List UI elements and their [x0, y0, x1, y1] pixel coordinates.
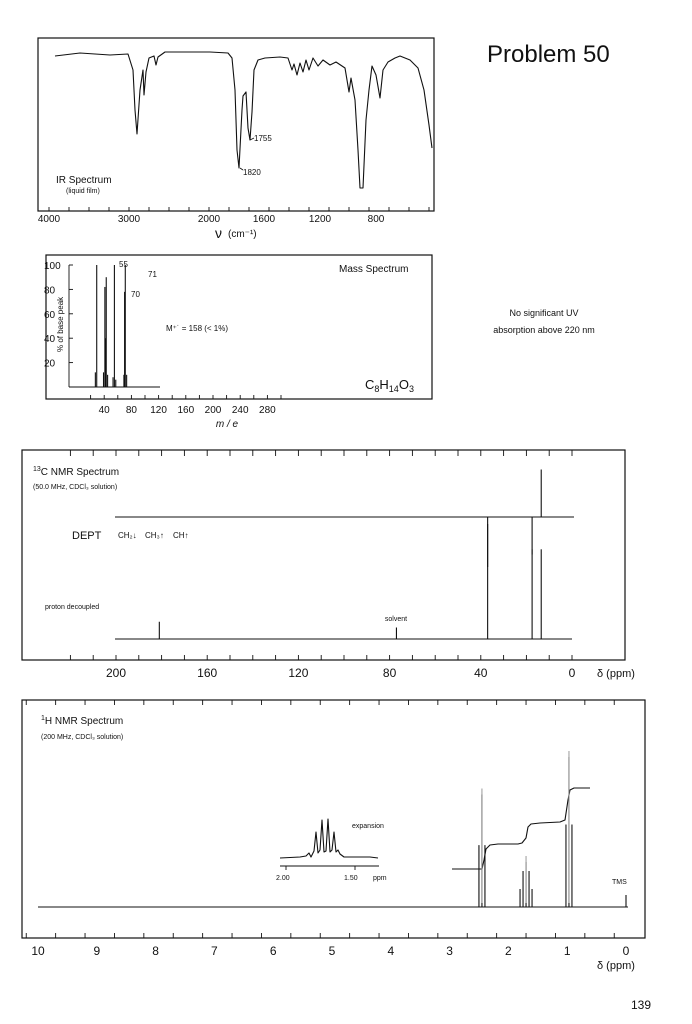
ms-xtick-120: 120: [150, 405, 167, 416]
ms-formula: [365, 377, 414, 394]
expansion-unit: ppm: [373, 875, 387, 882]
ms-xtick-80: 80: [125, 405, 137, 416]
ms-xtick-240: 240: [231, 405, 249, 416]
ms-xtick-200: 200: [204, 405, 222, 416]
h1-top-ticks: [26, 700, 614, 705]
ms-x-axis: [46, 395, 432, 416]
h1-axis-unit: δ (ppm): [597, 960, 635, 972]
ir-subtitle: (liquid film): [66, 188, 100, 195]
ir-tick-4000: 4000: [37, 214, 61, 225]
ms-ytick-80: 80: [44, 285, 56, 297]
formula-sub-14: 14: [388, 384, 399, 394]
formula-o: O: [398, 377, 409, 392]
uv-line-1: No significant UV: [509, 308, 579, 318]
h1-xtick-4: 4: [387, 944, 395, 958]
ms-peak-label-55: 55: [119, 260, 128, 269]
ms-xtick-40: 40: [98, 405, 110, 416]
h1-xtick-0: 0: [622, 944, 630, 958]
h1-xtick-3: 3: [446, 944, 453, 958]
expansion-tick-left: 2.00: [276, 875, 290, 882]
formula-c: C: [365, 377, 375, 392]
h1-xtick-10: 10: [31, 944, 45, 958]
ms-ytick-40: 40: [44, 334, 56, 346]
c13-frame: [22, 450, 625, 660]
ms-ylabel: % of base peak: [56, 296, 65, 352]
c13-xtick-80: 80: [382, 666, 397, 680]
ms-ytick-20: 20: [44, 358, 56, 370]
ms-peak-label-70: 70: [131, 290, 140, 299]
ir-tick-1600: 1600: [252, 214, 276, 225]
ir-xlabel-unit: (cm⁻¹): [228, 229, 257, 240]
c13-title: [33, 466, 119, 478]
formula-h: H: [379, 377, 389, 392]
h1-xtick-2: 2: [505, 944, 512, 958]
c13-xtick-200: 200: [105, 666, 127, 680]
ms-bars: [95, 265, 126, 387]
expansion-inset: [276, 819, 387, 882]
ir-tick-3000: 3000: [117, 214, 141, 225]
ms-xtick-280: 280: [259, 405, 276, 416]
c13-xtick-120: 120: [288, 666, 309, 680]
h1-xtick-6: 6: [269, 944, 277, 958]
dept-ch3-legend: CH₃↑: [145, 531, 164, 540]
ir-tick-2000: 2000: [197, 214, 221, 225]
h1-xtick-5: 5: [328, 944, 336, 958]
h1-nmr: [22, 700, 645, 972]
formula-sub-3: 3: [408, 384, 414, 394]
h1-title: [41, 715, 123, 727]
ir-peak-label-1820: 1820: [243, 168, 261, 177]
h1-subtitle: (200 MHz, CDCl₃ solution): [41, 734, 124, 741]
h1-spectrum: [38, 751, 628, 907]
h1-title-text: H NMR Spectrum: [44, 716, 124, 727]
formula-sub-8: 8: [374, 384, 380, 394]
ir-tick-800: 800: [367, 214, 385, 225]
mass-spectrum: [44, 255, 432, 430]
dept-ch-legend: CH↑: [173, 531, 189, 540]
expansion-label: expansion: [352, 823, 384, 830]
ir-minor-ticks: [49, 207, 429, 211]
solvent-label: solvent: [384, 616, 408, 623]
dept-label: DEPT: [72, 530, 102, 542]
ir-peak-label-1755: 1755: [254, 134, 272, 143]
h1-x-axis: [26, 933, 629, 958]
c13-axis-unit: δ (ppm): [597, 668, 635, 680]
problem-title: Problem 50: [487, 41, 610, 68]
page-number: 139: [631, 998, 652, 1012]
h1-xtick-1: 1: [563, 944, 571, 958]
c13-xtick-160: 160: [197, 666, 218, 680]
c13-xtick-40: 40: [474, 666, 488, 680]
tms-label: TMS: [612, 879, 627, 886]
ms-xlabel: m / e: [215, 419, 239, 430]
ms-peak-label-71: 71: [148, 270, 157, 279]
uv-line-2: absorption above 220 nm: [493, 325, 595, 335]
ir-title: IR Spectrum: [56, 175, 112, 186]
ms-ytick-60: 60: [44, 309, 56, 321]
h1-xtick-7: 7: [211, 944, 218, 958]
ms-title: Mass Spectrum: [339, 264, 409, 275]
c13-title-text: C NMR Spectrum: [40, 467, 120, 478]
c13-title-sup: 13: [33, 466, 41, 473]
ir-xlabel-nu: ν: [215, 225, 222, 241]
proton-decoupled-spectrum: [115, 524, 572, 639]
proton-decoupled-label: proton decoupled: [45, 604, 100, 611]
ir-tick-1200: 1200: [308, 214, 332, 225]
ir-x-axis: [38, 207, 434, 241]
dept-spectrum: [115, 470, 574, 568]
h1-title-sup: 1: [41, 715, 45, 722]
c13-top-ticks: [70, 450, 572, 456]
dept-ch2-legend: CH₂↓: [118, 531, 137, 540]
c13-x-axis: [70, 655, 575, 680]
h1-xtick-8: 8: [152, 944, 159, 958]
expansion-tick-right: 1.50: [344, 875, 358, 882]
ms-molecular-ion: M⁺˙ = 158 (< 1%): [166, 324, 229, 333]
ms-ytick-100: 100: [44, 261, 61, 272]
ir-spectrum: [38, 38, 434, 241]
ms-xtick-160: 160: [177, 405, 195, 416]
c13-nmr: [22, 450, 635, 680]
h1-xtick-9: 9: [93, 944, 101, 958]
c13-xtick-0: 0: [568, 666, 576, 680]
c13-subtitle: (50.0 MHz, CDCl₃ solution): [33, 484, 118, 491]
